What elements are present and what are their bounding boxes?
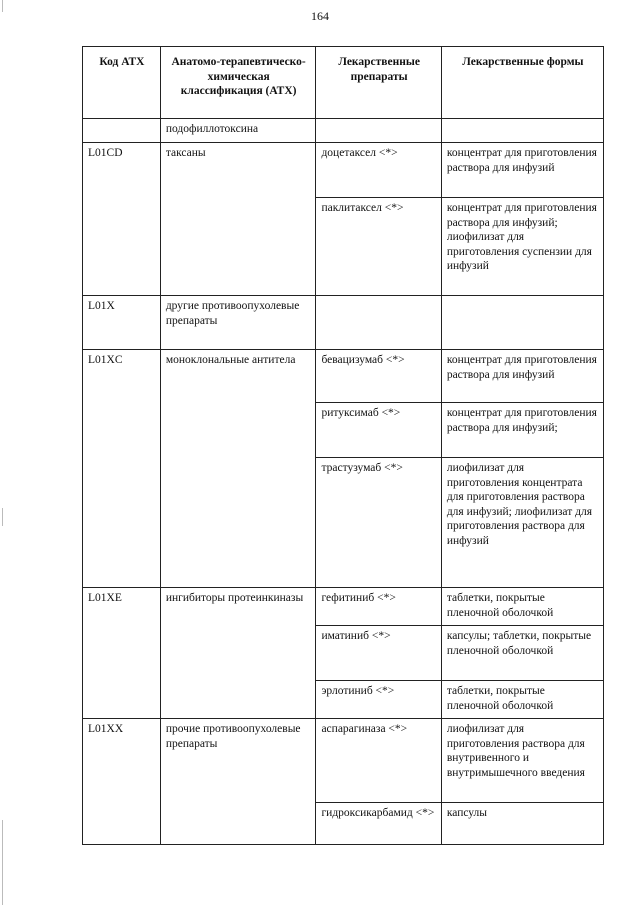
header-classification: Анатомо-терапевтическо-химическая классификация (АТХ) bbox=[160, 47, 316, 119]
cell-code bbox=[83, 803, 161, 845]
cell-classification: таксаны bbox=[160, 143, 316, 198]
cell-code bbox=[83, 681, 161, 719]
cell-form bbox=[441, 296, 603, 350]
cell-drug: ритуксимаб <*> bbox=[316, 403, 441, 458]
cell-code: L01XC bbox=[83, 350, 161, 403]
cell-drug: гидроксикарбамид <*> bbox=[316, 803, 441, 845]
header-forms: Лекарственные формы bbox=[441, 47, 603, 119]
table-row bbox=[83, 403, 604, 458]
header-code: Код АТХ bbox=[83, 47, 161, 119]
cell-code bbox=[83, 119, 161, 143]
table-row bbox=[83, 458, 604, 588]
cell-form: концентрат для приготовления раствора для инфузий bbox=[441, 143, 603, 198]
cell-drug: трастузумаб <*> bbox=[316, 458, 441, 588]
cell-classification bbox=[160, 803, 316, 845]
cell-drug: бевацизумаб <*> bbox=[316, 350, 441, 403]
cell-classification bbox=[160, 626, 316, 681]
table-row bbox=[83, 626, 604, 681]
cell-drug: аспарагиназа <*> bbox=[316, 719, 441, 803]
cell-form: концентрат для приготовления раствора для инфузий bbox=[441, 350, 603, 403]
scan-artifact-line bbox=[2, 508, 3, 526]
cell-drug bbox=[316, 296, 441, 350]
cell-classification: другие противоопухолевые препараты bbox=[160, 296, 316, 350]
table-row bbox=[83, 350, 604, 403]
cell-classification: прочие противоопухолевые препараты bbox=[160, 719, 316, 803]
table-row bbox=[83, 588, 604, 626]
cell-code bbox=[83, 198, 161, 296]
table-row bbox=[83, 119, 604, 143]
cell-classification bbox=[160, 403, 316, 458]
cell-code bbox=[83, 403, 161, 458]
table-row bbox=[83, 296, 604, 350]
cell-form bbox=[441, 119, 603, 143]
cell-form: таблетки, покрытые пленочной оболочкой bbox=[441, 681, 603, 719]
cell-drug: доцетаксел <*> bbox=[316, 143, 441, 198]
cell-code: L01CD bbox=[83, 143, 161, 198]
medication-table bbox=[82, 46, 604, 845]
cell-classification: подофиллотоксина bbox=[160, 119, 316, 143]
cell-drug: паклитаксел <*> bbox=[316, 198, 441, 296]
cell-form: лиофилизат для приготовления раствора для внутривенного и внутримышечного введения bbox=[441, 719, 603, 803]
cell-drug bbox=[316, 119, 441, 143]
table-row bbox=[83, 719, 604, 803]
cell-classification: ингибиторы протеинкиназы bbox=[160, 588, 316, 626]
cell-code: L01XE bbox=[83, 588, 161, 626]
table-row bbox=[83, 198, 604, 296]
page-number: 164 bbox=[311, 9, 329, 23]
cell-form: концентрат для приготовления раствора для инфузий; лиофилизат для приготовления суспензии для инфузий bbox=[441, 198, 603, 296]
cell-form: таблетки, покрытые пленочной оболочкой bbox=[441, 588, 603, 626]
header-drugs: Лекарственные препараты bbox=[316, 47, 441, 119]
cell-drug: иматиниб <*> bbox=[316, 626, 441, 681]
cell-code bbox=[83, 458, 161, 588]
cell-code: L01X bbox=[83, 296, 161, 350]
cell-form: концентрат для приготовления раствора для инфузий; bbox=[441, 403, 603, 458]
cell-form: капсулы bbox=[441, 803, 603, 845]
table-header-row bbox=[83, 47, 604, 119]
scan-artifact-line bbox=[2, 820, 3, 905]
table-row bbox=[83, 681, 604, 719]
cell-form: лиофилизат для приготовления концентрата для приготовления раствора для инфузий; лиофилизат для приготовления раствора для инфузий bbox=[441, 458, 603, 588]
cell-code: L01XX bbox=[83, 719, 161, 803]
cell-classification bbox=[160, 198, 316, 296]
table-row bbox=[83, 143, 604, 198]
cell-drug: эрлотиниб <*> bbox=[316, 681, 441, 719]
cell-form: капсулы; таблетки, покрытые пленочной оболочкой bbox=[441, 626, 603, 681]
cell-classification bbox=[160, 681, 316, 719]
cell-code bbox=[83, 626, 161, 681]
cell-classification bbox=[160, 458, 316, 588]
cell-classification: моноклональные антитела bbox=[160, 350, 316, 403]
table-row bbox=[83, 803, 604, 845]
cell-drug: гефитиниб <*> bbox=[316, 588, 441, 626]
